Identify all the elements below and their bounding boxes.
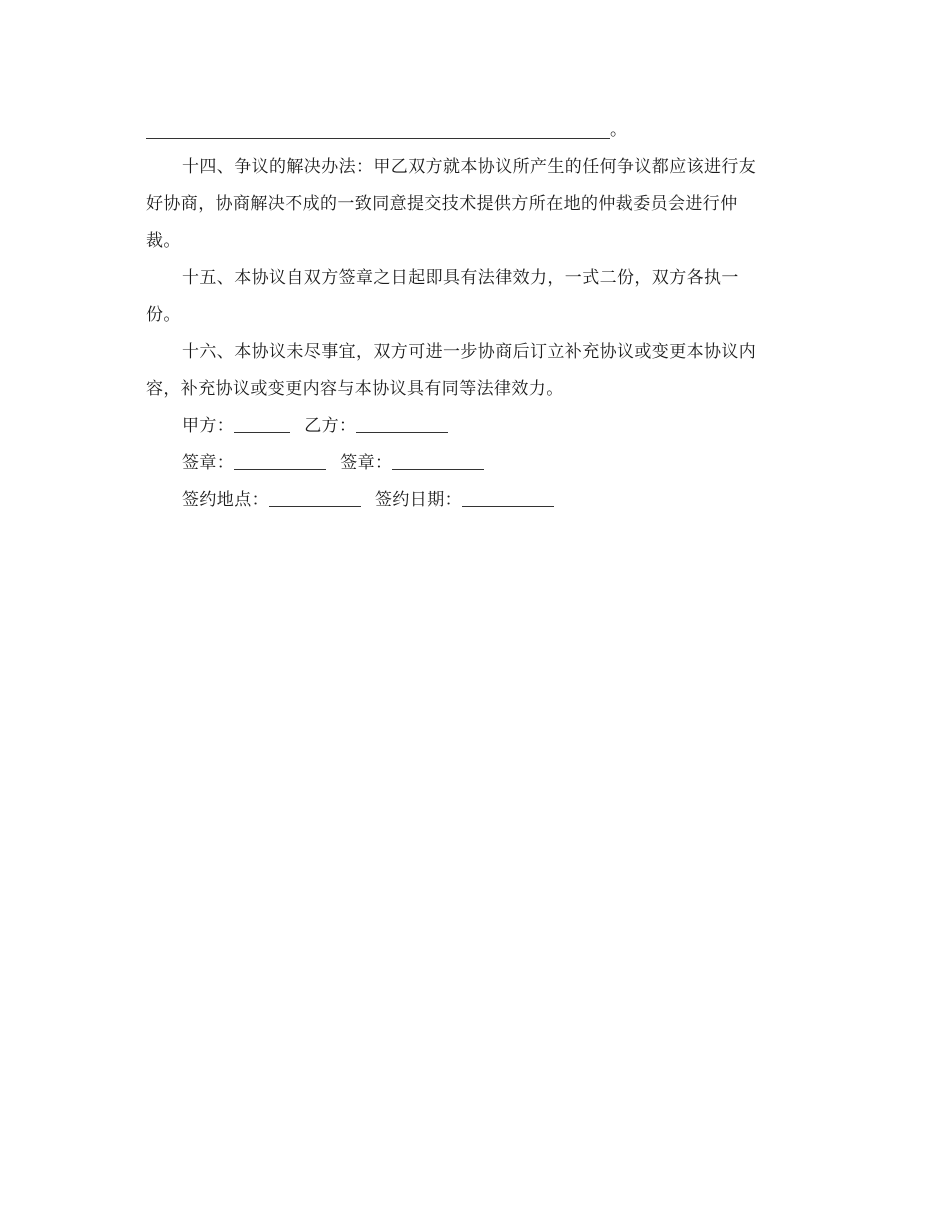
clause-14-line-3: 裁。 — [146, 231, 181, 251]
sign-a-blank — [234, 445, 326, 470]
clause-15-line-1: 十五、本协议自双方签章之日起即具有法律效力，一式二份，双方各执一 — [182, 268, 739, 288]
party-b-blank — [356, 408, 448, 433]
clause-16-line-2: 容，补充协议或变更内容与本协议具有同等法律效力。 — [146, 379, 564, 399]
party-a-label: 甲方： — [182, 416, 235, 436]
clause-14-line-2: 好协商，协商解决不成的一致同意提交技术提供方所在地的仲裁委员会进行仲 — [146, 194, 738, 214]
party-names-row — [146, 408, 806, 445]
sign-b-label: 签章： — [340, 453, 393, 473]
place-blank — [269, 482, 361, 507]
place-label: 签约地点： — [182, 490, 269, 510]
party-b-label: 乙方： — [304, 416, 357, 436]
top-underline-line — [146, 112, 806, 149]
sign-a-label: 签章： — [182, 453, 235, 473]
date-label: 签约日期： — [375, 490, 462, 510]
clause-16-line-1: 十六、本协议未尽事宜，双方可进一步协商后订立补充协议或变更本协议内 — [182, 342, 757, 362]
date-blank — [462, 482, 554, 507]
place-date-row — [146, 482, 806, 519]
clause-15-line-2: 份。 — [146, 305, 181, 325]
sign-b-blank — [392, 445, 484, 470]
document-page — [146, 112, 806, 519]
party-a-blank — [234, 408, 290, 433]
signature-row — [146, 445, 806, 482]
fill-in-blank — [146, 112, 610, 139]
end-mark: 。 — [610, 120, 628, 140]
clause-14-line-1: 十四、争议的解决办法：甲乙双方就本协议所产生的任何争议都应该进行友 — [182, 157, 757, 177]
